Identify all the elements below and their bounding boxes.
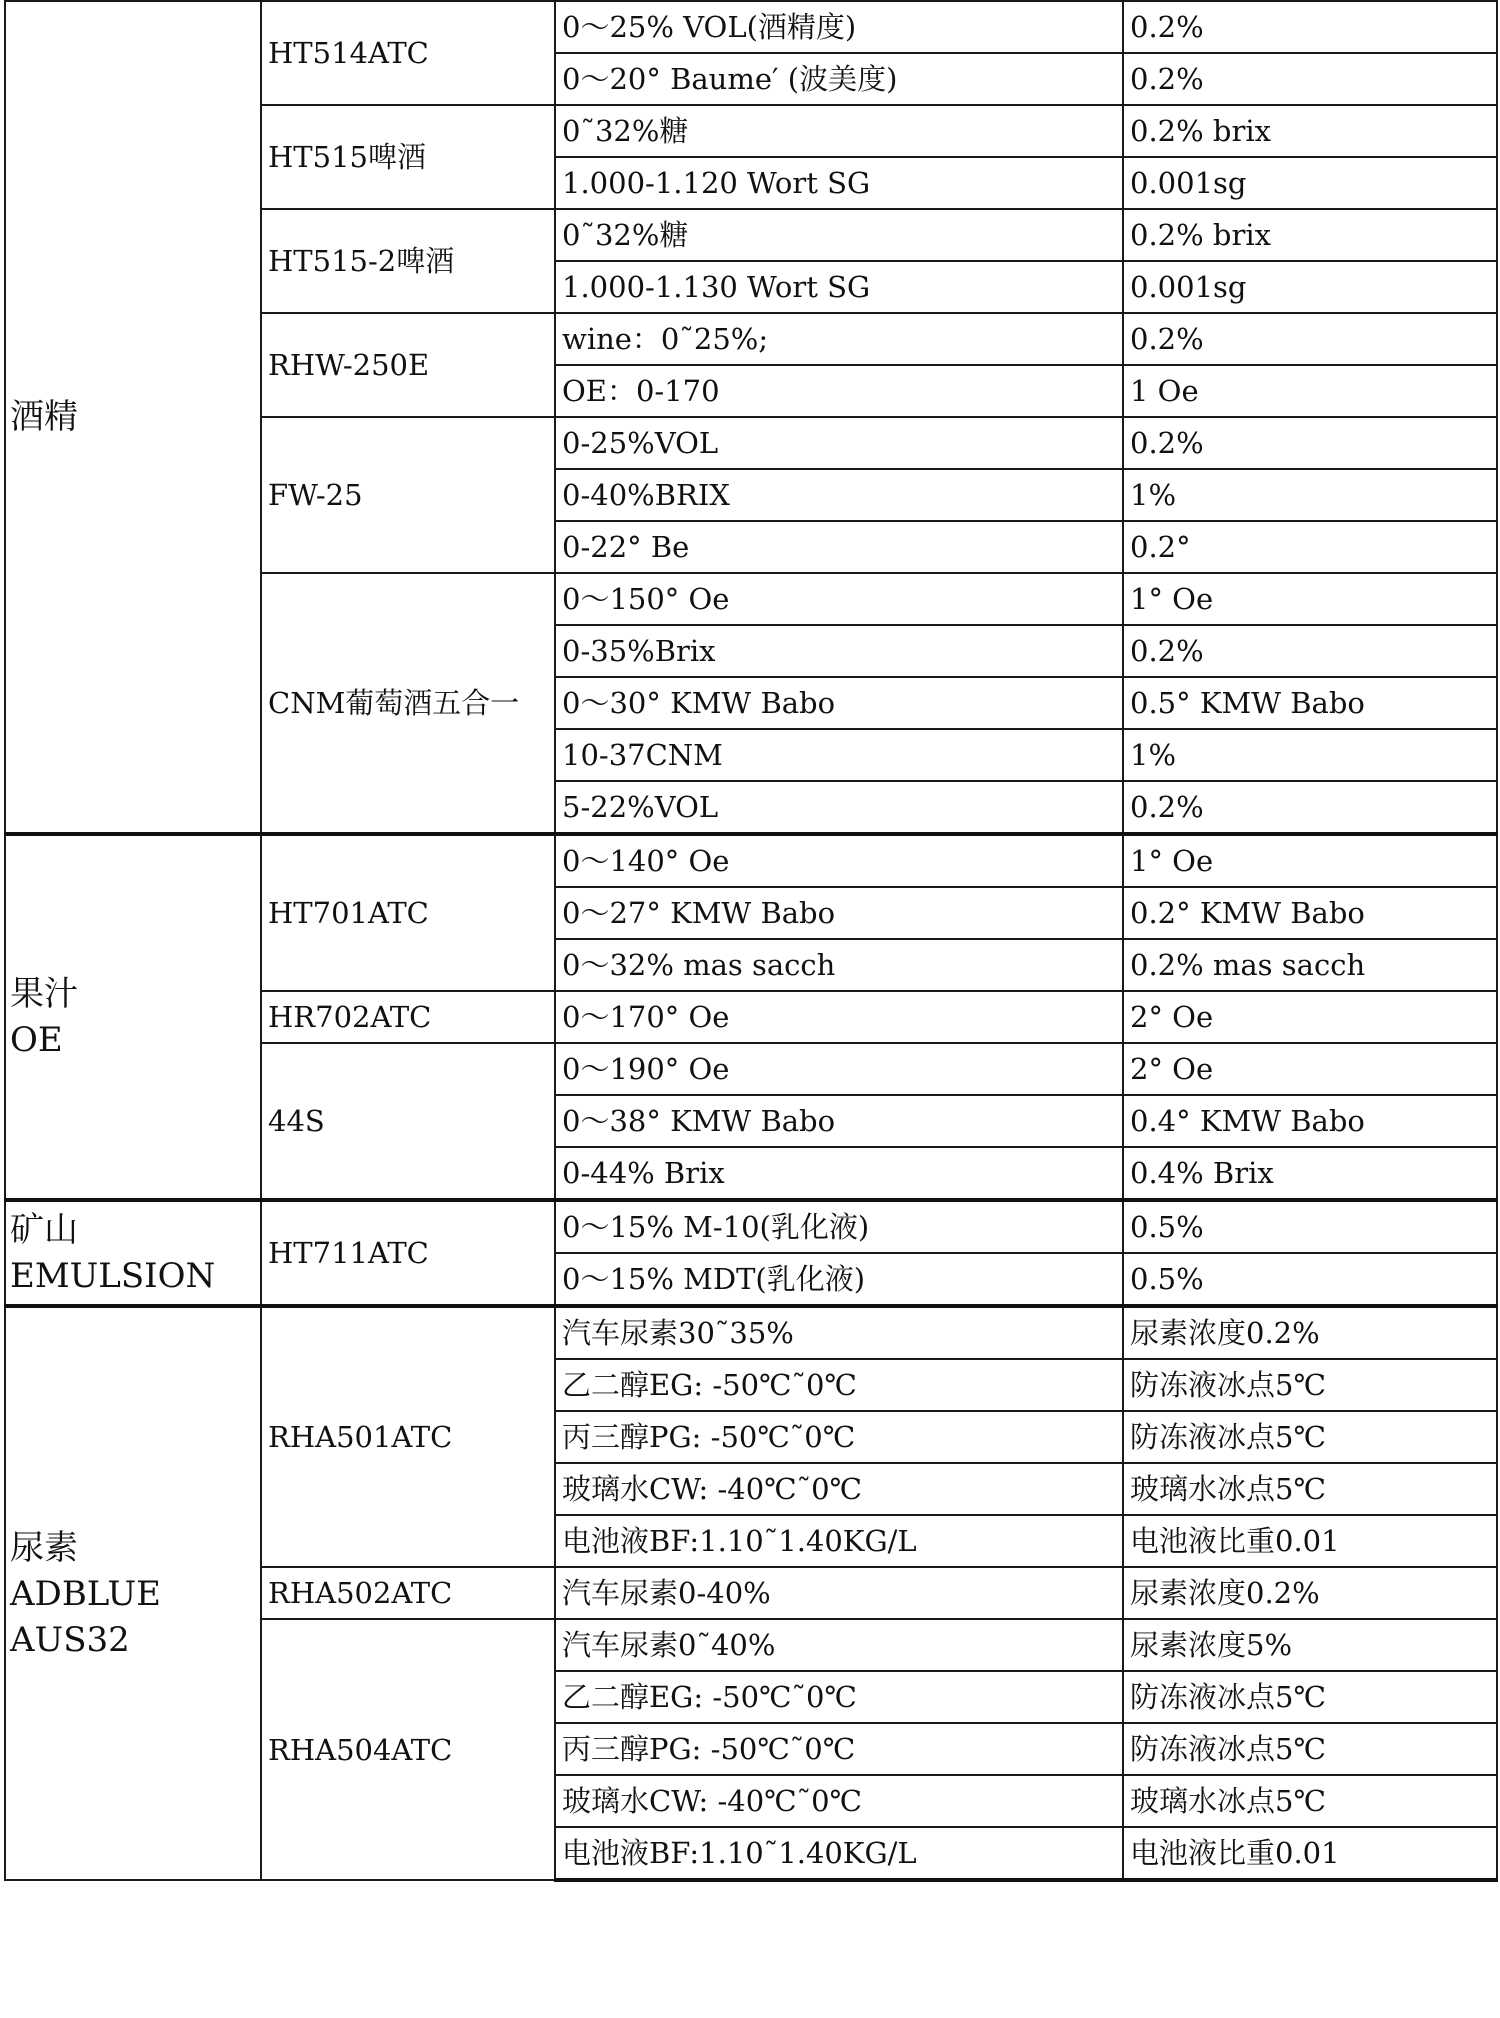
- range-cell: 0～15% MDT(乳化液): [555, 1253, 1123, 1306]
- range-cell: 0˜32%糖: [555, 105, 1123, 157]
- table-row: [5, 1200, 1497, 1253]
- range-cell: 0～27° KMW Babo: [555, 887, 1123, 939]
- accuracy-cell: 0.4% Brix: [1123, 1147, 1497, 1200]
- category-cell: [5, 1, 261, 834]
- accuracy-cell: 0.4° KMW Babo: [1123, 1095, 1497, 1147]
- range-cell: 5-22%VOL: [555, 781, 1123, 834]
- accuracy-cell: 0.2% mas sacch: [1123, 939, 1497, 991]
- accuracy-cell: 0.5%: [1123, 1253, 1497, 1306]
- accuracy-cell: 尿素浓度0.2%: [1123, 1567, 1497, 1619]
- accuracy-cell: 玻璃水冰点5℃: [1123, 1775, 1497, 1827]
- accuracy-cell: 防冻液冰点5℃: [1123, 1671, 1497, 1723]
- category-label: EMULSION: [10, 1256, 216, 1296]
- spec-table-body: [5, 1, 1497, 1880]
- accuracy-cell: 0.2%: [1123, 53, 1497, 105]
- category-cell: [5, 1306, 261, 1880]
- range-cell: 乙二醇EG: -50℃˜0℃: [555, 1359, 1123, 1411]
- range-cell: 汽车尿素0˜40%: [555, 1619, 1123, 1671]
- spec-table: [4, 0, 1498, 1882]
- range-cell: 0～150° Oe: [555, 573, 1123, 625]
- accuracy-cell: 防冻液冰点5℃: [1123, 1411, 1497, 1463]
- range-cell: 汽车尿素0-40%: [555, 1567, 1123, 1619]
- accuracy-cell: 1 Oe: [1123, 365, 1497, 417]
- table-row: [5, 1, 1497, 53]
- accuracy-cell: 防冻液冰点5℃: [1123, 1359, 1497, 1411]
- range-cell: 0˜32%糖: [555, 209, 1123, 261]
- accuracy-cell: 0.2%: [1123, 625, 1497, 677]
- range-cell: 10-37CNM: [555, 729, 1123, 781]
- accuracy-cell: 玻璃水冰点5℃: [1123, 1463, 1497, 1515]
- model-cell: HT515-2啤酒: [261, 209, 555, 313]
- category-label: 果汁: [10, 974, 78, 1014]
- range-cell: 玻璃水CW: -40℃˜0℃: [555, 1775, 1123, 1827]
- range-cell: 0～20° Baume′ (波美度): [555, 53, 1123, 105]
- accuracy-cell: 0.2% brix: [1123, 209, 1497, 261]
- accuracy-cell: 1° Oe: [1123, 834, 1497, 887]
- range-cell: 0-25%VOL: [555, 417, 1123, 469]
- range-cell: 电池液BF:1.10˜1.40KG/L: [555, 1827, 1123, 1880]
- model-cell: HR702ATC: [261, 991, 555, 1043]
- category-cell: [5, 834, 261, 1200]
- range-cell: 0～30° KMW Babo: [555, 677, 1123, 729]
- accuracy-cell: 0.2% brix: [1123, 105, 1497, 157]
- category-label: OE: [10, 1020, 63, 1060]
- category-label: ADBLUE: [10, 1573, 161, 1614]
- table-row: [5, 834, 1497, 887]
- range-cell: wine：0˜25%;: [555, 313, 1123, 365]
- range-cell: 0-35%Brix: [555, 625, 1123, 677]
- range-cell: 0～25% VOL(酒精度): [555, 1, 1123, 53]
- range-cell: 0-44% Brix: [555, 1147, 1123, 1200]
- category-label: 尿素: [10, 1527, 78, 1568]
- table-row: [5, 1306, 1497, 1359]
- model-cell: HT514ATC: [261, 1, 555, 105]
- range-cell: 1.000-1.120 Wort SG: [555, 157, 1123, 209]
- range-cell: 0～32% mas sacch: [555, 939, 1123, 991]
- model-cell: RHA501ATC: [261, 1306, 555, 1567]
- accuracy-cell: 2° Oe: [1123, 991, 1497, 1043]
- category-cell: [5, 1200, 261, 1306]
- range-cell: 乙二醇EG: -50℃˜0℃: [555, 1671, 1123, 1723]
- model-cell: RHA502ATC: [261, 1567, 555, 1619]
- accuracy-cell: 1%: [1123, 729, 1497, 781]
- accuracy-cell: 电池液比重0.01: [1123, 1515, 1497, 1567]
- range-cell: OE：0-170: [555, 365, 1123, 417]
- accuracy-cell: 0.001sg: [1123, 261, 1497, 313]
- accuracy-cell: 电池液比重0.01: [1123, 1827, 1497, 1880]
- range-cell: 丙三醇PG: -50℃˜0℃: [555, 1723, 1123, 1775]
- range-cell: 0～170° Oe: [555, 991, 1123, 1043]
- accuracy-cell: 尿素浓度0.2%: [1123, 1306, 1497, 1359]
- model-cell: FW-25: [261, 417, 555, 573]
- accuracy-cell: 1%: [1123, 469, 1497, 521]
- accuracy-cell: 2° Oe: [1123, 1043, 1497, 1095]
- accuracy-cell: 0.2° KMW Babo: [1123, 887, 1497, 939]
- range-cell: 0-22° Be: [555, 521, 1123, 573]
- accuracy-cell: 0.5%: [1123, 1200, 1497, 1253]
- accuracy-cell: 0.001sg: [1123, 157, 1497, 209]
- range-cell: 1.000-1.130 Wort SG: [555, 261, 1123, 313]
- category-label: 矿山: [10, 1210, 78, 1250]
- accuracy-cell: 0.2%: [1123, 1, 1497, 53]
- range-cell: 0-40%BRIX: [555, 469, 1123, 521]
- accuracy-cell: 0.2%: [1123, 313, 1497, 365]
- accuracy-cell: 尿素浓度5%: [1123, 1619, 1497, 1671]
- model-cell: HT701ATC: [261, 834, 555, 991]
- range-cell: 丙三醇PG: -50℃˜0℃: [555, 1411, 1123, 1463]
- model-cell: RHW-250E: [261, 313, 555, 417]
- model-cell: 44S: [261, 1043, 555, 1200]
- accuracy-cell: 0.2%: [1123, 417, 1497, 469]
- model-cell: HT711ATC: [261, 1200, 555, 1306]
- model-cell: CNM葡萄酒五合一: [261, 573, 555, 834]
- accuracy-cell: 1° Oe: [1123, 573, 1497, 625]
- accuracy-cell: 0.2°: [1123, 521, 1497, 573]
- category-label: 酒精: [10, 397, 78, 437]
- accuracy-cell: 0.5° KMW Babo: [1123, 677, 1497, 729]
- range-cell: 0～190° Oe: [555, 1043, 1123, 1095]
- range-cell: 电池液BF:1.10˜1.40KG/L: [555, 1515, 1123, 1567]
- range-cell: 0～38° KMW Babo: [555, 1095, 1123, 1147]
- range-cell: 玻璃水CW: -40℃˜0℃: [555, 1463, 1123, 1515]
- range-cell: 汽车尿素30˜35%: [555, 1306, 1123, 1359]
- accuracy-cell: 0.2%: [1123, 781, 1497, 834]
- model-cell: HT515啤酒: [261, 105, 555, 209]
- model-cell: RHA504ATC: [261, 1619, 555, 1880]
- range-cell: 0～15% M-10(乳化液): [555, 1200, 1123, 1253]
- accuracy-cell: 防冻液冰点5℃: [1123, 1723, 1497, 1775]
- range-cell: 0～140° Oe: [555, 834, 1123, 887]
- category-label: AUS32: [10, 1619, 130, 1660]
